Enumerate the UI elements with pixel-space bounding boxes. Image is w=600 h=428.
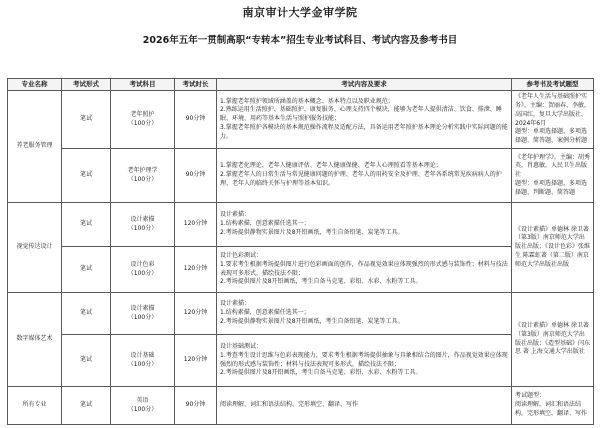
reference-line: 题型：单项选择题、多项选择题、判断题、简答题 bbox=[515, 179, 588, 196]
major-name-cell: 视觉传达设计 bbox=[8, 203, 62, 293]
content-line: 设计基础测试： bbox=[220, 343, 263, 351]
subject-name: 老年护理学 bbox=[127, 166, 158, 174]
exam-duration-cell: 90分钟 bbox=[175, 387, 217, 425]
major-name-cell: 养老服务管理 bbox=[8, 91, 62, 203]
exam-form-cell: 笔试 bbox=[62, 387, 111, 425]
exam-subject-cell bbox=[111, 335, 175, 387]
exam-duration-cell: 120分钟 bbox=[175, 247, 217, 293]
exam-duration-cell: 90分钟 bbox=[175, 91, 217, 149]
subject-score: （100分） bbox=[127, 360, 158, 368]
table-row bbox=[8, 293, 594, 335]
content-line: 1.要求考生根据考场提供图片进行色彩画面的创作，作品视觉效果应体现强烈的形式感与装饰性；材料与技法表现可多形式，描绘技法不限； bbox=[220, 260, 508, 277]
exam-form-cell: 笔试 bbox=[62, 149, 111, 203]
content-line: 2.考场提供图片及8开铅画纸，考生自备马克笔、彩铅、水彩、水粉等工具。 bbox=[220, 278, 422, 286]
reference-cell bbox=[512, 149, 594, 203]
document-title: 南京审计大学金审学院 bbox=[242, 6, 358, 19]
subject-name: 老年照护 bbox=[130, 110, 155, 118]
subject-score: （100分） bbox=[127, 224, 158, 232]
subject-score: （100分） bbox=[127, 313, 158, 321]
exam-form-cell: 笔试 bbox=[62, 335, 111, 387]
exam-duration-cell: 120分钟 bbox=[175, 203, 217, 247]
reference-cell bbox=[512, 203, 594, 293]
table-row bbox=[8, 387, 594, 425]
major-name-cell: 所有专业 bbox=[8, 387, 62, 425]
subject-name: 设计素描 bbox=[130, 215, 155, 223]
table-row bbox=[8, 247, 594, 293]
exam-duration-cell: 120分钟 bbox=[175, 293, 217, 335]
column-header-duration: 考试时长 bbox=[175, 79, 217, 91]
table-row bbox=[8, 335, 594, 387]
table-row bbox=[8, 203, 594, 247]
reference-cell bbox=[512, 293, 594, 387]
exam-content-cell bbox=[217, 335, 512, 387]
content-line: 2.掌握老年人的日常生活与常见健康问题的护理、老年人的用药安全及护理、老年各系统常见疾病病人的护理、老年人的临终关怀与护理等基本知识。 bbox=[220, 171, 502, 187]
subject-name: 英语 bbox=[136, 396, 149, 404]
exam-content-cell bbox=[217, 387, 512, 425]
content-line: 3.掌握老年照护各模块的基本规范操作流程及适配方法，具备运用老年照护基本理论分析实践中实际问题的能力。 bbox=[220, 123, 508, 140]
reference-line: 《老年护理学》，主编：胡秀英，肖惠敏，人民卫生出版社 bbox=[515, 153, 591, 179]
subject-score: （100分） bbox=[127, 269, 158, 277]
reference-cell bbox=[512, 387, 594, 425]
content-line: 设计素描： bbox=[220, 300, 251, 308]
exam-subject-cell bbox=[111, 293, 175, 335]
table-row bbox=[8, 149, 594, 203]
reference-line: 考试题型： bbox=[515, 392, 546, 400]
column-header-form: 考试形式 bbox=[62, 79, 111, 91]
content-line: 2.考场提供图片及8开铅画纸，考生自备马克笔、彩铅、水彩、水粉等工具。 bbox=[220, 369, 422, 377]
exam-content-cell bbox=[217, 247, 512, 293]
subject-name: 设计基础 bbox=[130, 351, 155, 359]
reference-line: 《老年人生活与基础照护实务》，主编：贺丽春、李敏，高国红，复旦大学出版社，2024年6月 bbox=[515, 93, 591, 127]
exam-form-cell: 笔试 bbox=[62, 247, 111, 293]
subject-score: （100分） bbox=[127, 119, 158, 127]
content-line: 1.掌握老年照护领域所涵盖的基本概念、基本特点以及职业规范； bbox=[220, 97, 394, 105]
column-header-major: 专业名称 bbox=[8, 79, 62, 91]
reference-line: 《设计素描》单德林 徐卫著（第3版）南京师范大学出版社出版；《造型基础》闫东思 著 上海交通大学出版社 bbox=[515, 322, 591, 356]
major-name-cell: 数字媒体艺术 bbox=[8, 293, 62, 387]
exam-content-cell bbox=[217, 91, 512, 149]
exam-subject-cell bbox=[111, 247, 175, 293]
content-line: 阅读理解、词汇和语法结构、完形填空、翻译、写作 bbox=[220, 401, 359, 409]
subject-score: （100分） bbox=[127, 175, 158, 183]
content-line: 1.结构素描，创意素描任选其一； bbox=[220, 220, 310, 228]
content-line: 设计素描： bbox=[220, 211, 251, 219]
content-line: 2.熟练运用生活照护、基础照护、康复服务、心理支持四个模块，能够为老年人提供清洁、饮食、排泄、睡眠、环境、用药等基本生活与照护服务技能； bbox=[220, 106, 502, 123]
exam-form-cell: 笔试 bbox=[62, 293, 111, 335]
exam-form-cell: 笔试 bbox=[62, 91, 111, 149]
subject-name: 设计素描 bbox=[130, 304, 155, 312]
exam-content-cell bbox=[217, 293, 512, 335]
table-row bbox=[8, 91, 594, 149]
content-line: 1.掌握老化理论、老年人健康评估、老年人健康保健、老年人心理照看等基本理论； bbox=[220, 162, 442, 170]
content-line: 设计色彩测试： bbox=[220, 252, 263, 260]
column-header-content: 考试内容及要求 bbox=[217, 79, 512, 91]
exam-duration-cell: 120分钟 bbox=[175, 335, 217, 387]
content-line: 2.考场提供静物实景图片及8开铅画纸，考生自备铅笔、炭笔等工具。 bbox=[220, 228, 404, 236]
exam-subject-cell bbox=[111, 149, 175, 203]
reference-line: 题型：单项选择题、多项选择题、简答题、案例分析题 bbox=[515, 128, 588, 144]
exam-table bbox=[7, 78, 594, 425]
exam-content-cell bbox=[217, 149, 512, 203]
exam-subject-cell bbox=[111, 203, 175, 247]
exam-duration-cell: 90分钟 bbox=[175, 149, 217, 203]
exam-subject-cell bbox=[111, 387, 175, 425]
column-header-reference: 参考书及考试题型 bbox=[512, 79, 594, 91]
subject-name: 设计色彩 bbox=[130, 260, 155, 268]
content-line: 1.结构素描，创意素描任选其一； bbox=[220, 309, 310, 317]
content-line: 1.考查考生设计思维与色彩表现能力，要求考生根据考场提供抽象与具象相结合的图片，作品视觉效果应体现强烈的形式感与装饰性；材料与技法表现可多形式，描绘技法不限； bbox=[220, 351, 508, 368]
exam-subject-cell bbox=[111, 91, 175, 149]
reference-line: 《设计素描》单德林 徐卫著（第3版）南京师范大学出版社出版；《设计色彩》张维生 陈霖虹著（第二版）南京师范大学出版社出版 bbox=[515, 225, 591, 268]
content-line: 2.考场提供静物实景图片及8开铅画纸，考生自备铅笔、炭笔等工具。 bbox=[220, 317, 404, 325]
exam-form-cell: 笔试 bbox=[62, 203, 111, 247]
column-header-subject: 考试科目 bbox=[111, 79, 175, 91]
table-header-row bbox=[8, 79, 594, 91]
subject-score: （100分） bbox=[127, 405, 158, 413]
exam-table-body bbox=[8, 91, 594, 425]
document-subtitle: 2026年五年一贯制高职“专转本”招生专业考试科目、考试内容及参考书目 bbox=[142, 35, 458, 46]
reference-line: 阅读理解，词汇和语法结构，完形填空，翻译、写作 bbox=[515, 401, 588, 417]
exam-content-cell bbox=[217, 203, 512, 247]
reference-cell bbox=[512, 91, 594, 149]
